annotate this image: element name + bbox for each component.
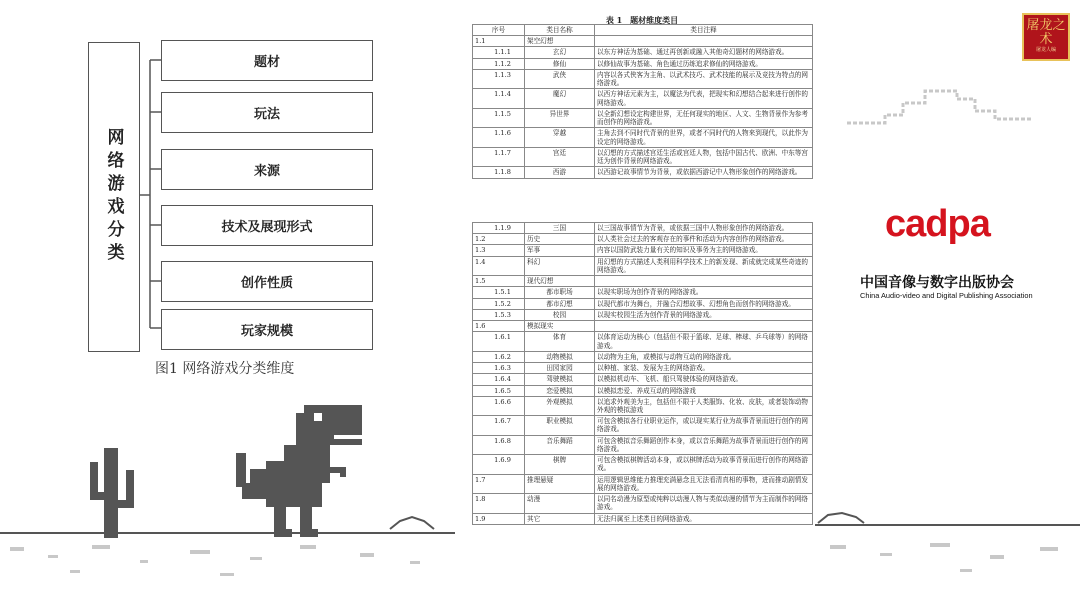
row-note: 以种植、家装、发展为主的网络游戏。 — [595, 363, 813, 374]
row-note: 用幻想的方式描述人类利用科学技术上的新发现、新成就完成某些奇迹的网络游戏。 — [595, 256, 813, 275]
table-row — [473, 276, 813, 287]
row-name: 推理悬疑 — [525, 474, 595, 493]
row-name: 宫廷 — [525, 147, 595, 166]
row-name: 校园 — [525, 309, 595, 320]
row-id: 1.1.2 — [473, 58, 525, 69]
table-row — [473, 287, 813, 298]
row-name: 动漫 — [525, 494, 595, 513]
row-id: 1.2 — [473, 234, 525, 245]
row-id: 1.1.8 — [473, 167, 525, 178]
table-row — [473, 108, 813, 127]
row-note: 以幻想的方式描述宫廷生活或宫廷人物，包括中国古代、欧洲、中东等宫廷为创作背景的网络游戏。 — [595, 147, 813, 166]
row-id: 1.1.3 — [473, 69, 525, 88]
table-row — [473, 374, 813, 385]
row-id: 1.6.1 — [473, 332, 525, 351]
row-note: 以东方神话为基础、通过再创新或融入其他奇幻题材的网络游戏。 — [595, 47, 813, 58]
row-note: 内容以各式侠客为主角、以武术技巧、武术技能的展示及竞技为特点的网络游戏。 — [595, 69, 813, 88]
row-id: 1.6.2 — [473, 351, 525, 362]
row-name: 玄幻 — [525, 47, 595, 58]
row-note — [595, 36, 813, 47]
row-note: 以追求外观美为主，包括但不限于人类服饰、化妆、皮肤，或者装饰动物外观的模拟游戏 — [595, 396, 813, 415]
row-id: 1.9 — [473, 513, 525, 524]
row-note: 以西方神话元素为主，以魔法为代表，把现实和幻想结合起来进行创作的网络游戏。 — [595, 89, 813, 108]
header-id: 序号 — [473, 25, 525, 36]
table-row — [473, 332, 813, 351]
ground-decor — [0, 395, 1080, 607]
table-row — [473, 69, 813, 88]
table-row — [473, 223, 813, 234]
dinosaur-icon — [236, 405, 366, 540]
row-name: 历史 — [525, 234, 595, 245]
row-note: 内容以国防武装力量有关的知识及事务为主的网络游戏。 — [595, 245, 813, 256]
row-note: 以人类社会过去的客观存在的事件和活动为内容创作的网络游戏。 — [595, 234, 813, 245]
association-name-en: China Audio-video and Digital Publishing Association — [860, 291, 1033, 300]
category-table-part1 — [472, 24, 813, 179]
row-note: 运用逻辑思维能力推理充满悬念且无法看清真相的事物，进而推动剧情发展的网络游戏。 — [595, 474, 813, 493]
row-name: 都市职场 — [525, 287, 595, 298]
row-name: 外观模拟 — [525, 396, 595, 415]
table-row — [473, 256, 813, 275]
diagram-root-box — [88, 42, 140, 352]
row-note: 以现实校园生活为创作背景的网络游戏。 — [595, 309, 813, 320]
row-id: 1.1.9 — [473, 223, 525, 234]
row-note: 以动物为主角，或模拟与动物互动的网络游戏。 — [595, 351, 813, 362]
row-note: 以全新幻想设定构建世界，无任何现实的地区、人文、生物背景作为参考而创作的网络游戏。 — [595, 108, 813, 127]
cactus-icon — [88, 448, 138, 538]
row-id: 1.1.6 — [473, 128, 525, 147]
row-name: 三国 — [525, 223, 595, 234]
row-id: 1.6.7 — [473, 416, 525, 435]
row-name: 动物模拟 — [525, 351, 595, 362]
row-id: 1.1.1 — [473, 47, 525, 58]
row-note: 可包含模拟棋牌活动本身，或以棋牌活动为故事背景而进行创作的网络游戏。 — [595, 455, 813, 474]
row-name: 异世界 — [525, 108, 595, 127]
row-note: 以现代都市为舞台，并融合幻想故事、幻想角色而创作的网络游戏。 — [595, 298, 813, 309]
row-name: 现代幻想 — [525, 276, 595, 287]
row-name: 田园家园 — [525, 363, 595, 374]
row-name: 其它 — [525, 513, 595, 524]
table-row — [473, 167, 813, 178]
row-id: 1.5.2 — [473, 298, 525, 309]
row-id: 1.6 — [473, 321, 525, 332]
row-id: 1.6.9 — [473, 455, 525, 474]
row-name: 恋爱模拟 — [525, 385, 595, 396]
row-id: 1.1.4 — [473, 89, 525, 108]
row-id: 1.6.8 — [473, 435, 525, 454]
row-note — [595, 321, 813, 332]
row-id: 1.5 — [473, 276, 525, 287]
cloud-icon — [845, 75, 1035, 135]
diagram-root-label: 网络游戏分类 — [103, 128, 124, 266]
row-note: 以模拟机动车、飞机、船只驾驶体验的网络游戏。 — [595, 374, 813, 385]
table-row — [473, 147, 813, 166]
row-id: 1.1.7 — [473, 147, 525, 166]
table-row — [473, 363, 813, 374]
row-note — [595, 276, 813, 287]
diagram-branch-creation: 创作性质 — [161, 261, 373, 302]
row-id: 1.3 — [473, 245, 525, 256]
row-note: 以同名动漫为原型或纯粹以动漫人物与类似动漫的情节为主而制作的网络游戏。 — [595, 494, 813, 513]
row-name: 科幻 — [525, 256, 595, 275]
row-note: 以模拟恋爱、养成互动的网络游戏 — [595, 385, 813, 396]
row-id: 1.5.1 — [473, 287, 525, 298]
row-id: 1.6.5 — [473, 385, 525, 396]
tulong-logo — [1022, 13, 1070, 61]
table-row — [473, 298, 813, 309]
diagram-branch-gameplay: 玩法 — [161, 92, 373, 133]
row-name: 都市幻想 — [525, 298, 595, 309]
row-name: 模拟现实 — [525, 321, 595, 332]
row-name: 音乐舞蹈 — [525, 435, 595, 454]
row-id: 1.5.3 — [473, 309, 525, 320]
table-row — [473, 36, 813, 47]
diagram-branch-scale: 玩家规模 — [161, 309, 373, 350]
row-id: 1.6.3 — [473, 363, 525, 374]
row-note: 以修仙故事为基础、角色通过历练追求修仙的网络游戏。 — [595, 58, 813, 69]
row-id: 1.1.5 — [473, 108, 525, 127]
figure-caption: 图1 网络游戏分类维度 — [155, 361, 295, 377]
diagram-branch-subject: 题材 — [161, 40, 373, 81]
table-header-row — [473, 25, 813, 36]
table-title: 表 1 题材维度类目 — [605, 15, 679, 25]
diagram-branch-technology: 技术及展现形式 — [161, 205, 373, 246]
table-row — [473, 351, 813, 362]
row-note: 可包含模拟各行业职业运作，或以现实某行业为故事背景而进行创作的网络游戏。 — [595, 416, 813, 435]
table-row — [473, 58, 813, 69]
row-name: 穿越 — [525, 128, 595, 147]
table-row — [473, 47, 813, 58]
cadpa-logo: cadpa — [885, 203, 990, 245]
row-name: 西游 — [525, 167, 595, 178]
row-name: 体育 — [525, 332, 595, 351]
table-row — [473, 89, 813, 108]
row-id: 1.4 — [473, 256, 525, 275]
table-row — [473, 245, 813, 256]
row-name: 魔幻 — [525, 89, 595, 108]
logo-subtext: 屠龙人编 — [1035, 47, 1056, 53]
header-name: 类目名称 — [525, 25, 595, 36]
row-name: 职业模拟 — [525, 416, 595, 435]
row-name: 驾驶模拟 — [525, 374, 595, 385]
row-note: 可包含模拟音乐舞蹈创作本身，或以音乐舞蹈为故事背景而进行创作的网络游戏。 — [595, 435, 813, 454]
row-id: 1.7 — [473, 474, 525, 493]
row-note: 以现实职场为创作背景的网络游戏。 — [595, 287, 813, 298]
row-note: 主角去到不同时代背景的世界，或者不同时代的人物来到现代，以此作为设定的网络游戏。 — [595, 128, 813, 147]
table-row — [473, 128, 813, 147]
row-note: 以体育运动为核心（包括但不限于篮球、足球、棒球、乒乓球等）的网络游戏。 — [595, 332, 813, 351]
row-id: 1.6.6 — [473, 396, 525, 415]
row-id: 1.8 — [473, 494, 525, 513]
row-name: 棋牌 — [525, 455, 595, 474]
row-note: 以西游记故事情节为背景，或依据西游记中人物形象创作的网络游戏。 — [595, 167, 813, 178]
row-name: 修仙 — [525, 58, 595, 69]
table-row — [473, 321, 813, 332]
table-row — [473, 309, 813, 320]
row-note: 以三国故事情节为背景，或依据三国中人物形象创作的网络游戏。 — [595, 223, 813, 234]
row-note: 无法归属至上述类目的网络游戏。 — [595, 513, 813, 524]
association-name-cn: 中国音像与数字出版协会 — [860, 275, 1014, 291]
header-note: 类目注释 — [595, 25, 813, 36]
row-name: 架空幻想 — [525, 36, 595, 47]
row-id: 1.1 — [473, 36, 525, 47]
diagram-branch-source: 来源 — [161, 149, 373, 190]
logo-text: 屠龙之术 — [1026, 18, 1066, 47]
row-name: 军事 — [525, 245, 595, 256]
row-id: 1.6.4 — [473, 374, 525, 385]
table-row — [473, 234, 813, 245]
row-name: 武侠 — [525, 69, 595, 88]
